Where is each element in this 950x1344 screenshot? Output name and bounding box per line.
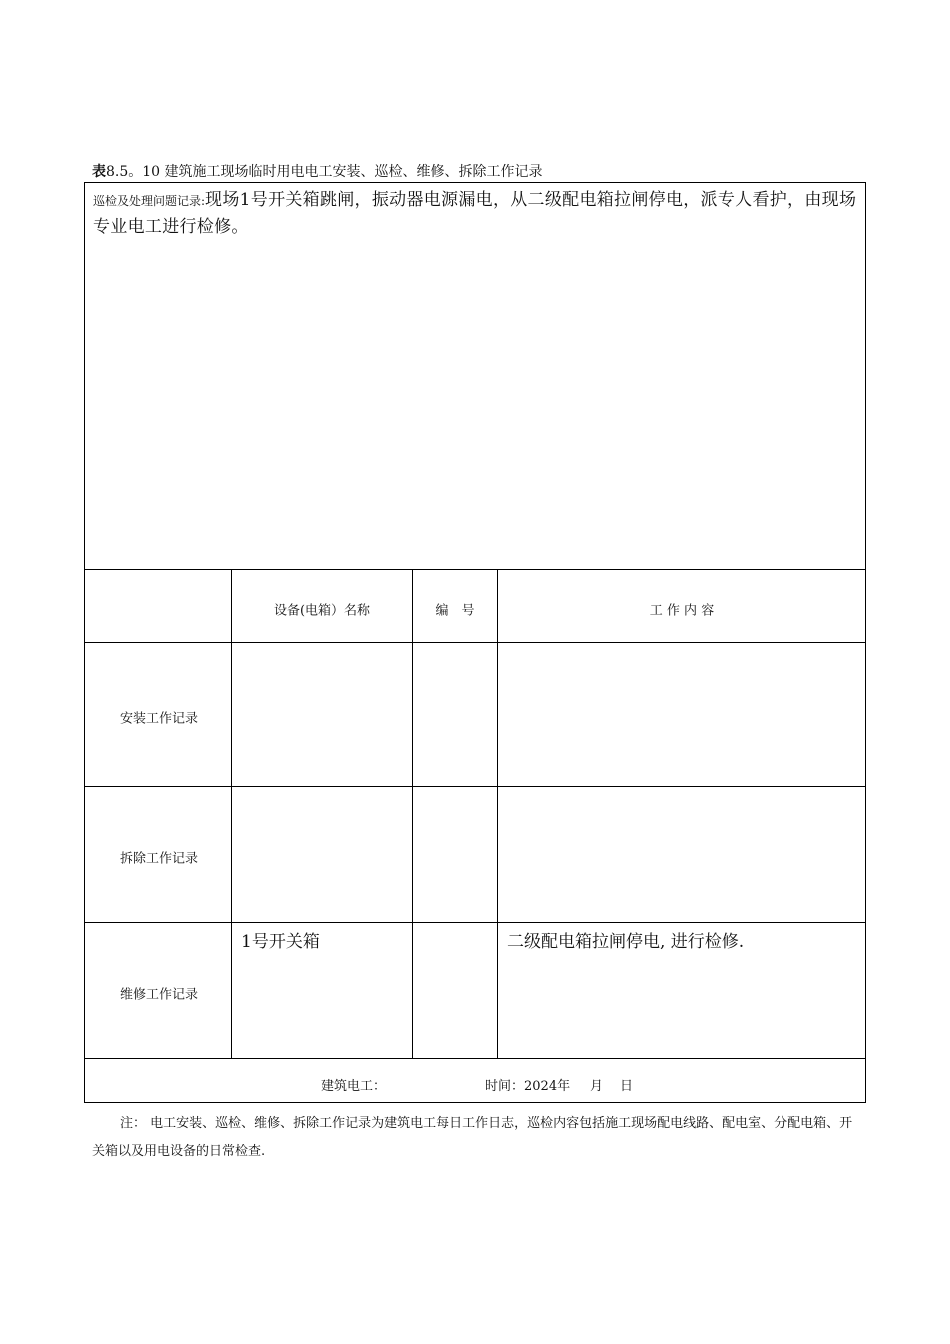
row-label-repair: 维修工作记录 [119,987,199,1003]
month-label: 月 [590,1079,604,1094]
record-table [84,182,866,1103]
header-work-content: 工 作 内 容 [649,603,715,619]
grid-line [85,642,865,643]
grid-line [412,570,413,1058]
electrician-label: 建筑电工： [321,1079,387,1094]
row-label-install: 安装工作记录 [119,711,199,727]
footnote: 注： 电工安装、巡检、维修、拆除工作记录为建筑电工每日工作日志，巡检内容包括施工现场配电线路、配电室、分配电箱、开关箱以及用电设备的日常检查. [92,1116,853,1159]
header-number: 编 号 [435,603,475,619]
grid-line [85,786,865,787]
row-label-removal: 拆除工作记录 [119,851,199,867]
table-caption [92,161,543,181]
day-label: 日 [620,1079,634,1094]
inspection-remarks-label: 巡检及处理问题记录: [93,194,206,208]
inspection-remarks-content: 现场1号开关箱跳闸，振动器电源漏电，从二级配电箱拉闸停电，派专人看护，由现场专业电工进行检修。 [93,190,857,237]
header-device-name: 设备(电箱）名称 [273,603,371,619]
caption-prefix: 表 [92,164,106,180]
repair-device-name: 1号开关箱 [241,932,320,952]
repair-work-content: 二级配电箱拉闸停电, 进行检修. [507,932,745,952]
caption-title: 8.5。10 建筑施工现场临时用电电工安装、巡检、维修、拆除工作记录 [106,164,543,180]
grid-line [497,570,498,1058]
grid-line [85,1058,865,1059]
time-label: 时间：2024年 [485,1079,571,1094]
grid-line [231,570,232,1058]
inspection-remarks-section [85,183,865,570]
grid-line [85,922,865,923]
